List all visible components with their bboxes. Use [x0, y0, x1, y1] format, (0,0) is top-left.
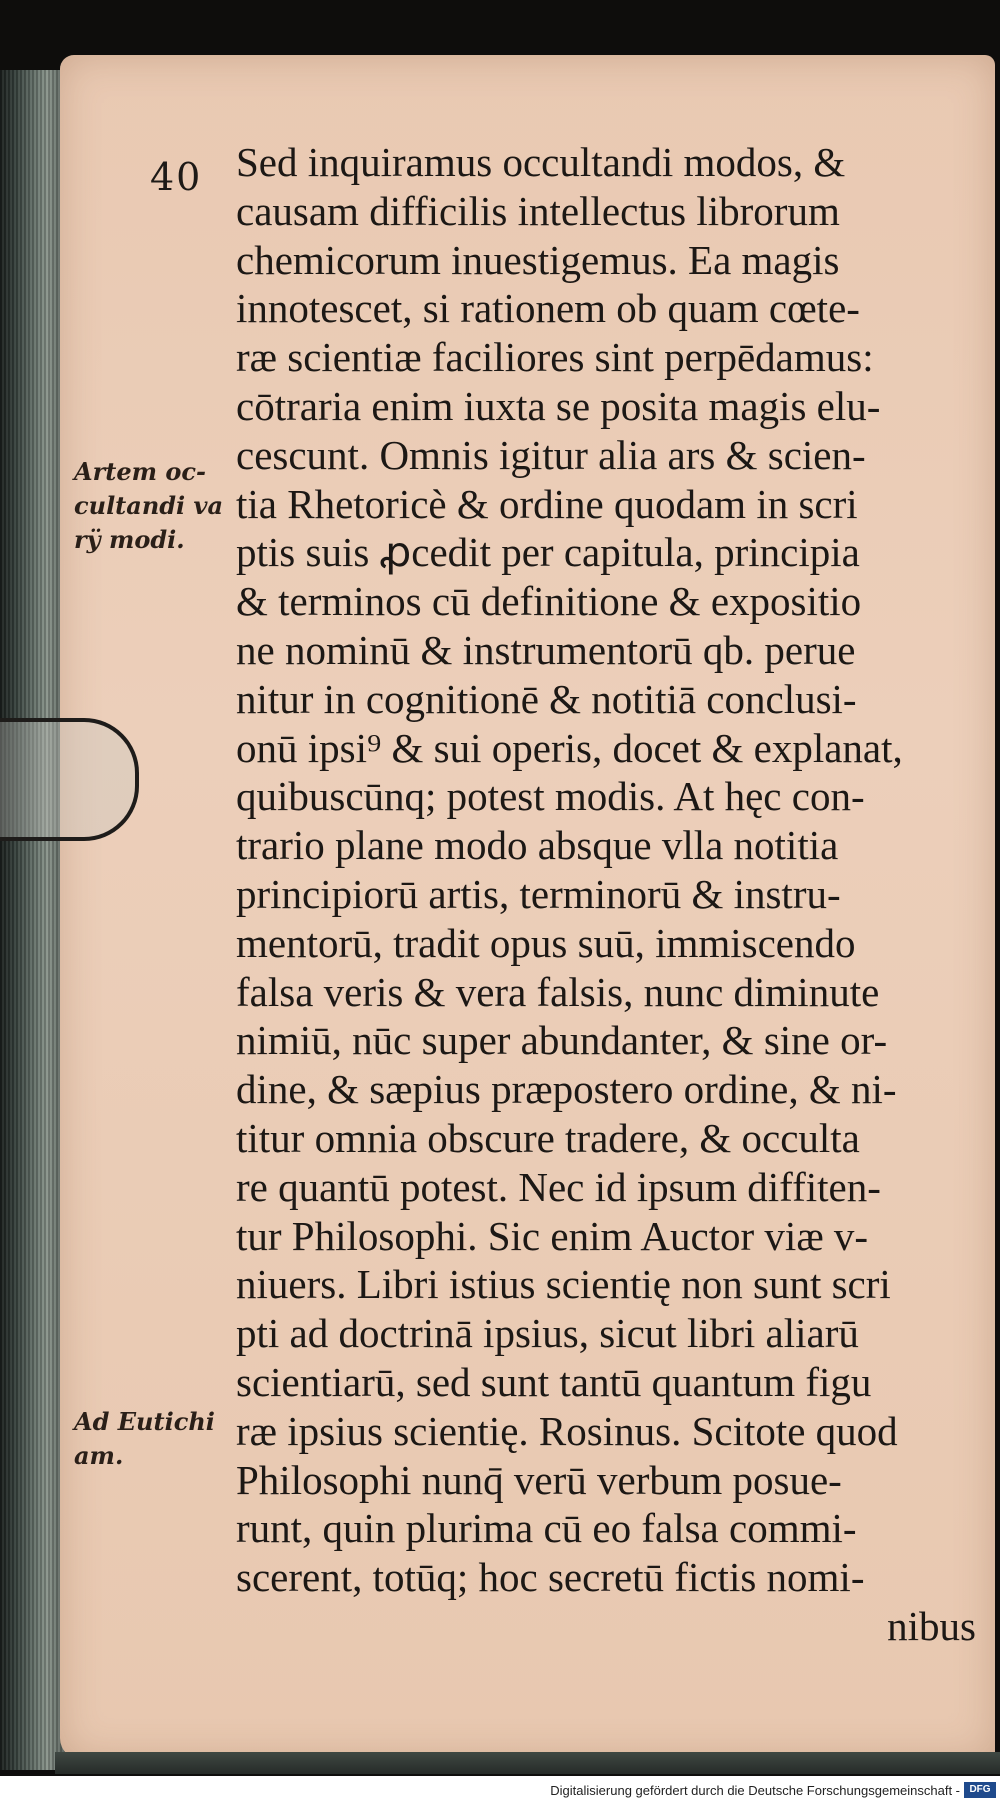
page-number: 40	[150, 155, 203, 199]
text-line: titur omnia obscure tradere, & occulta	[236, 1114, 860, 1161]
text-line: ne nominū & instrumentorū qb. perue	[236, 626, 856, 673]
footer-bar	[0, 1776, 1000, 1806]
text-line: causam difficilis intellectus librorum	[236, 187, 840, 234]
text-line: principiorū artis, terminorū & instru-	[236, 870, 841, 917]
text-line: ptis suis ꝓcedit per capitula, principia	[236, 529, 860, 576]
text-line: niuers. Libri istius scientię non sunt scri	[236, 1261, 891, 1308]
text-line: scientiarū, sed sunt tantū quantum figu	[236, 1358, 872, 1405]
text-line: ræ ipsius scientię. Rosinus. Scitote quod	[236, 1407, 898, 1454]
marginal-note-line: Artem oc-	[74, 457, 206, 486]
marginal-note-line: cultandi va	[74, 491, 224, 520]
catchword: nibus	[887, 1602, 976, 1649]
text-line: trario plane modo absque vlla notitia	[236, 822, 839, 869]
text-line: ræ scientiæ faciliores sint perpēdamus:	[236, 334, 874, 381]
text-line: cescunt. Omnis igitur alia ars & scien-	[236, 431, 866, 478]
text-line: & terminos cū definitione & expositio	[236, 578, 862, 625]
book-edge	[0, 70, 68, 1770]
text-line: pti ad doctrinā ipsius, sicut libri aliarū	[236, 1310, 859, 1357]
text-line: falsa veris & vera falsis, nunc diminute	[236, 968, 880, 1015]
text-line: Philosophi nunq̄ verū verbum posue-	[236, 1456, 842, 1503]
marginal-note-line: am.	[74, 1441, 124, 1470]
marginal-note-line: Ad Eutichi	[74, 1407, 215, 1436]
text-line: innotescet, si rationem ob quam cœte-	[236, 285, 860, 332]
page-clip	[0, 718, 139, 841]
text-line: nitur in cognitionē & notitiā conclusi-	[236, 675, 857, 722]
text-line: mentorū, tradit opus suū, immiscendo	[236, 919, 856, 966]
body-text	[236, 138, 976, 1651]
text-line: tia Rhetoricè & ordine quodam in scri	[236, 480, 858, 527]
text-line: onū ipsi⁹ & sui operis, docet & explanat,	[236, 724, 903, 771]
text-line: Sed inquiramus occultandi modos, &	[236, 139, 846, 185]
text-line: dine, & sæpius præpostero ordine, & ni-	[236, 1066, 897, 1113]
marginal-note-eutichiam	[74, 1405, 215, 1473]
dfg-logo: DFG	[964, 1782, 996, 1798]
text-line: cōtraria enim iuxta se posita magis elu-	[236, 382, 881, 429]
funding-credit: Digitalisierung gefördert durch die Deutsche Forschungsgemeinschaft -	[550, 1783, 960, 1798]
marginal-note-artem	[74, 455, 223, 557]
book-bottom-edge	[55, 1752, 1000, 1774]
text-line: quibuscūnq; potest modis. At hęc con-	[236, 773, 865, 820]
text-line: chemicorum inuestigemus. Ea magis	[236, 236, 840, 283]
text-line: nimiū, nūc super abundanter, & sine or-	[236, 1017, 888, 1064]
marginal-note-line: rÿ modi.	[74, 525, 185, 554]
text-line: re quantū potest. Nec id ipsum diffiten-	[236, 1163, 881, 1210]
text-line: tur Philosophi. Sic enim Auctor viæ v-	[236, 1212, 869, 1259]
text-line: scerent, totūq; hoc secretū fictis nomi-	[236, 1554, 865, 1601]
text-line: runt, quin plurima cū eo falsa commi-	[236, 1505, 857, 1552]
